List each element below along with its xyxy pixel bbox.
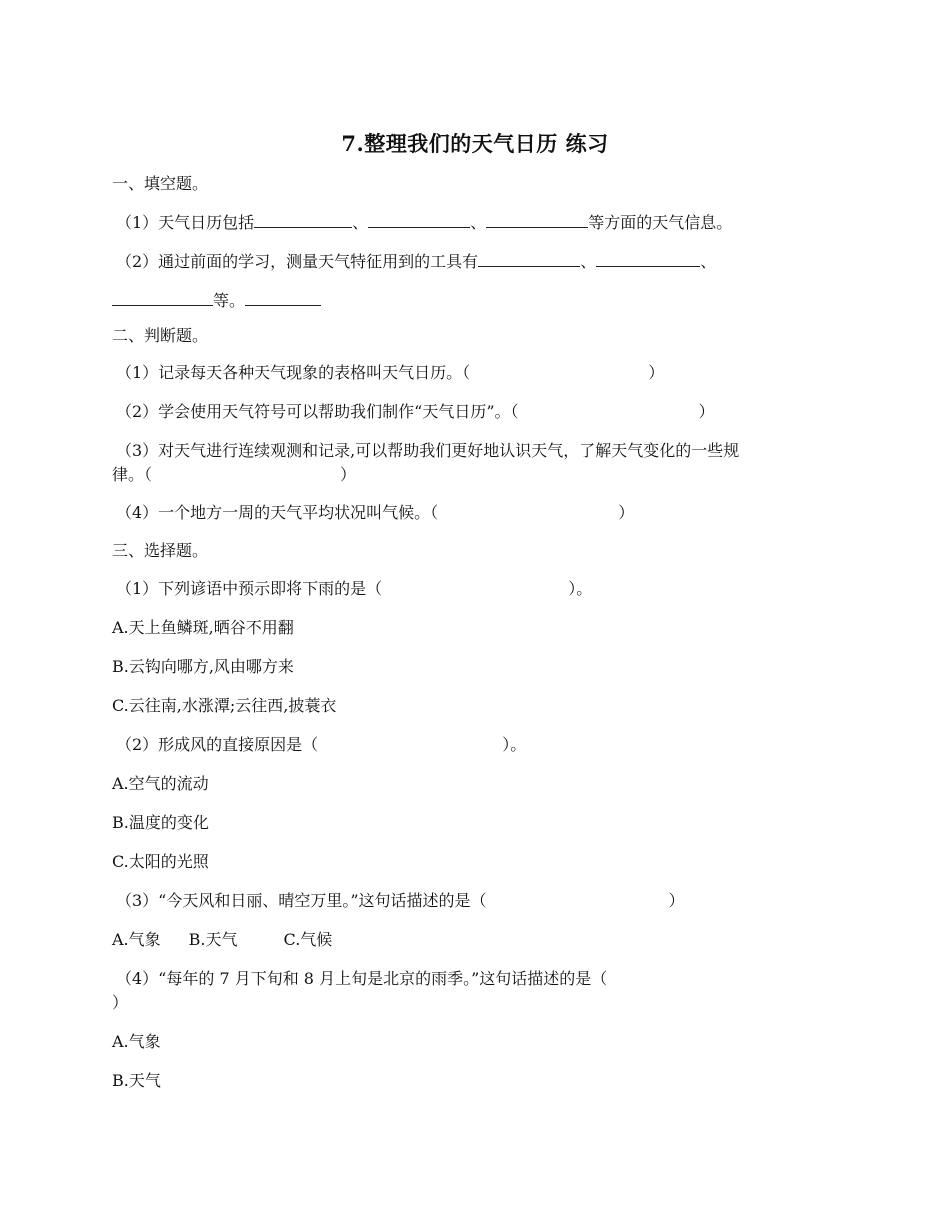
fill-question-2-cont: 等。 <box>112 289 321 311</box>
fill-question-1: （1）天气日历包括 、 、 等方面的天气信息。 <box>116 213 733 232</box>
section-heading-choice: 三、选择题。 <box>112 541 209 560</box>
choice-options-row <box>112 930 332 950</box>
page-title: 7.整理我们的天气日历 练习 <box>341 131 609 156</box>
choice-option[interactable]: C.云往南,水涨潭;云往西,披蓑衣 <box>112 696 337 715</box>
choice-option[interactable]: A.空气的流动 <box>112 774 209 793</box>
judge-question-1: （1）记录每天各种天气现象的表格叫天气日历。（ ） <box>116 363 665 382</box>
choice-option[interactable]: B.天气 <box>112 1071 161 1090</box>
choice-question-1: （1）下列谚语中预示即将下雨的是（ ）。 <box>116 579 593 598</box>
answer-blank[interactable] <box>478 250 580 267</box>
answer-blank[interactable] <box>486 211 588 228</box>
choice-option[interactable]: B.温度的变化 <box>112 813 209 832</box>
choice-question-3: （3）“今天风和日丽、晴空万里。”这句话描述的是（ ） <box>116 891 685 910</box>
answer-blank[interactable] <box>254 211 352 228</box>
choice-option[interactable]: A.气象 <box>112 930 161 949</box>
choice-option[interactable]: C.气候 <box>283 930 333 949</box>
judge-question-4: （4）一个地方一周的天气平均状况叫气候。（ ） <box>116 503 635 522</box>
answer-blank[interactable] <box>368 211 470 228</box>
choice-option[interactable]: A.气象 <box>112 1032 161 1051</box>
judge-question-3-cont: 律。（ ） <box>112 465 357 484</box>
answer-blank[interactable] <box>245 289 321 306</box>
answer-blank[interactable] <box>112 289 213 306</box>
judge-question-3: （3）对天气进行连续观测和记录,可以帮助我们更好地认识天气，了解天气变化的一些规 <box>116 441 740 460</box>
choice-question-4-cont[interactable]: ） <box>112 993 129 1012</box>
choice-option[interactable]: B.天气 <box>188 930 238 949</box>
choice-option[interactable]: C.太阳的光照 <box>112 852 209 871</box>
judge-question-2: （2）学会使用天气符号可以帮助我们制作“天气日历”。（ ） <box>116 402 715 421</box>
choice-option[interactable]: B.云钩向哪方,风由哪方来 <box>112 657 294 676</box>
choice-question-2: （2）形成风的直接原因是（ ）。 <box>116 735 527 754</box>
fill-question-2: （2）通过前面的学习，测量天气特征用到的工具有 、 、 <box>116 252 717 271</box>
section-heading-fill: 一、填空题。 <box>112 174 209 193</box>
choice-option[interactable]: A.天上鱼鳞斑,晒谷不用翻 <box>112 618 294 637</box>
answer-blank[interactable] <box>596 250 700 267</box>
section-heading-judge: 二、判断题。 <box>112 326 209 345</box>
choice-question-4: （4）“每年的 7 月下旬和 8 月上旬是北京的雨季。”这句话描述的是（ <box>116 969 608 988</box>
